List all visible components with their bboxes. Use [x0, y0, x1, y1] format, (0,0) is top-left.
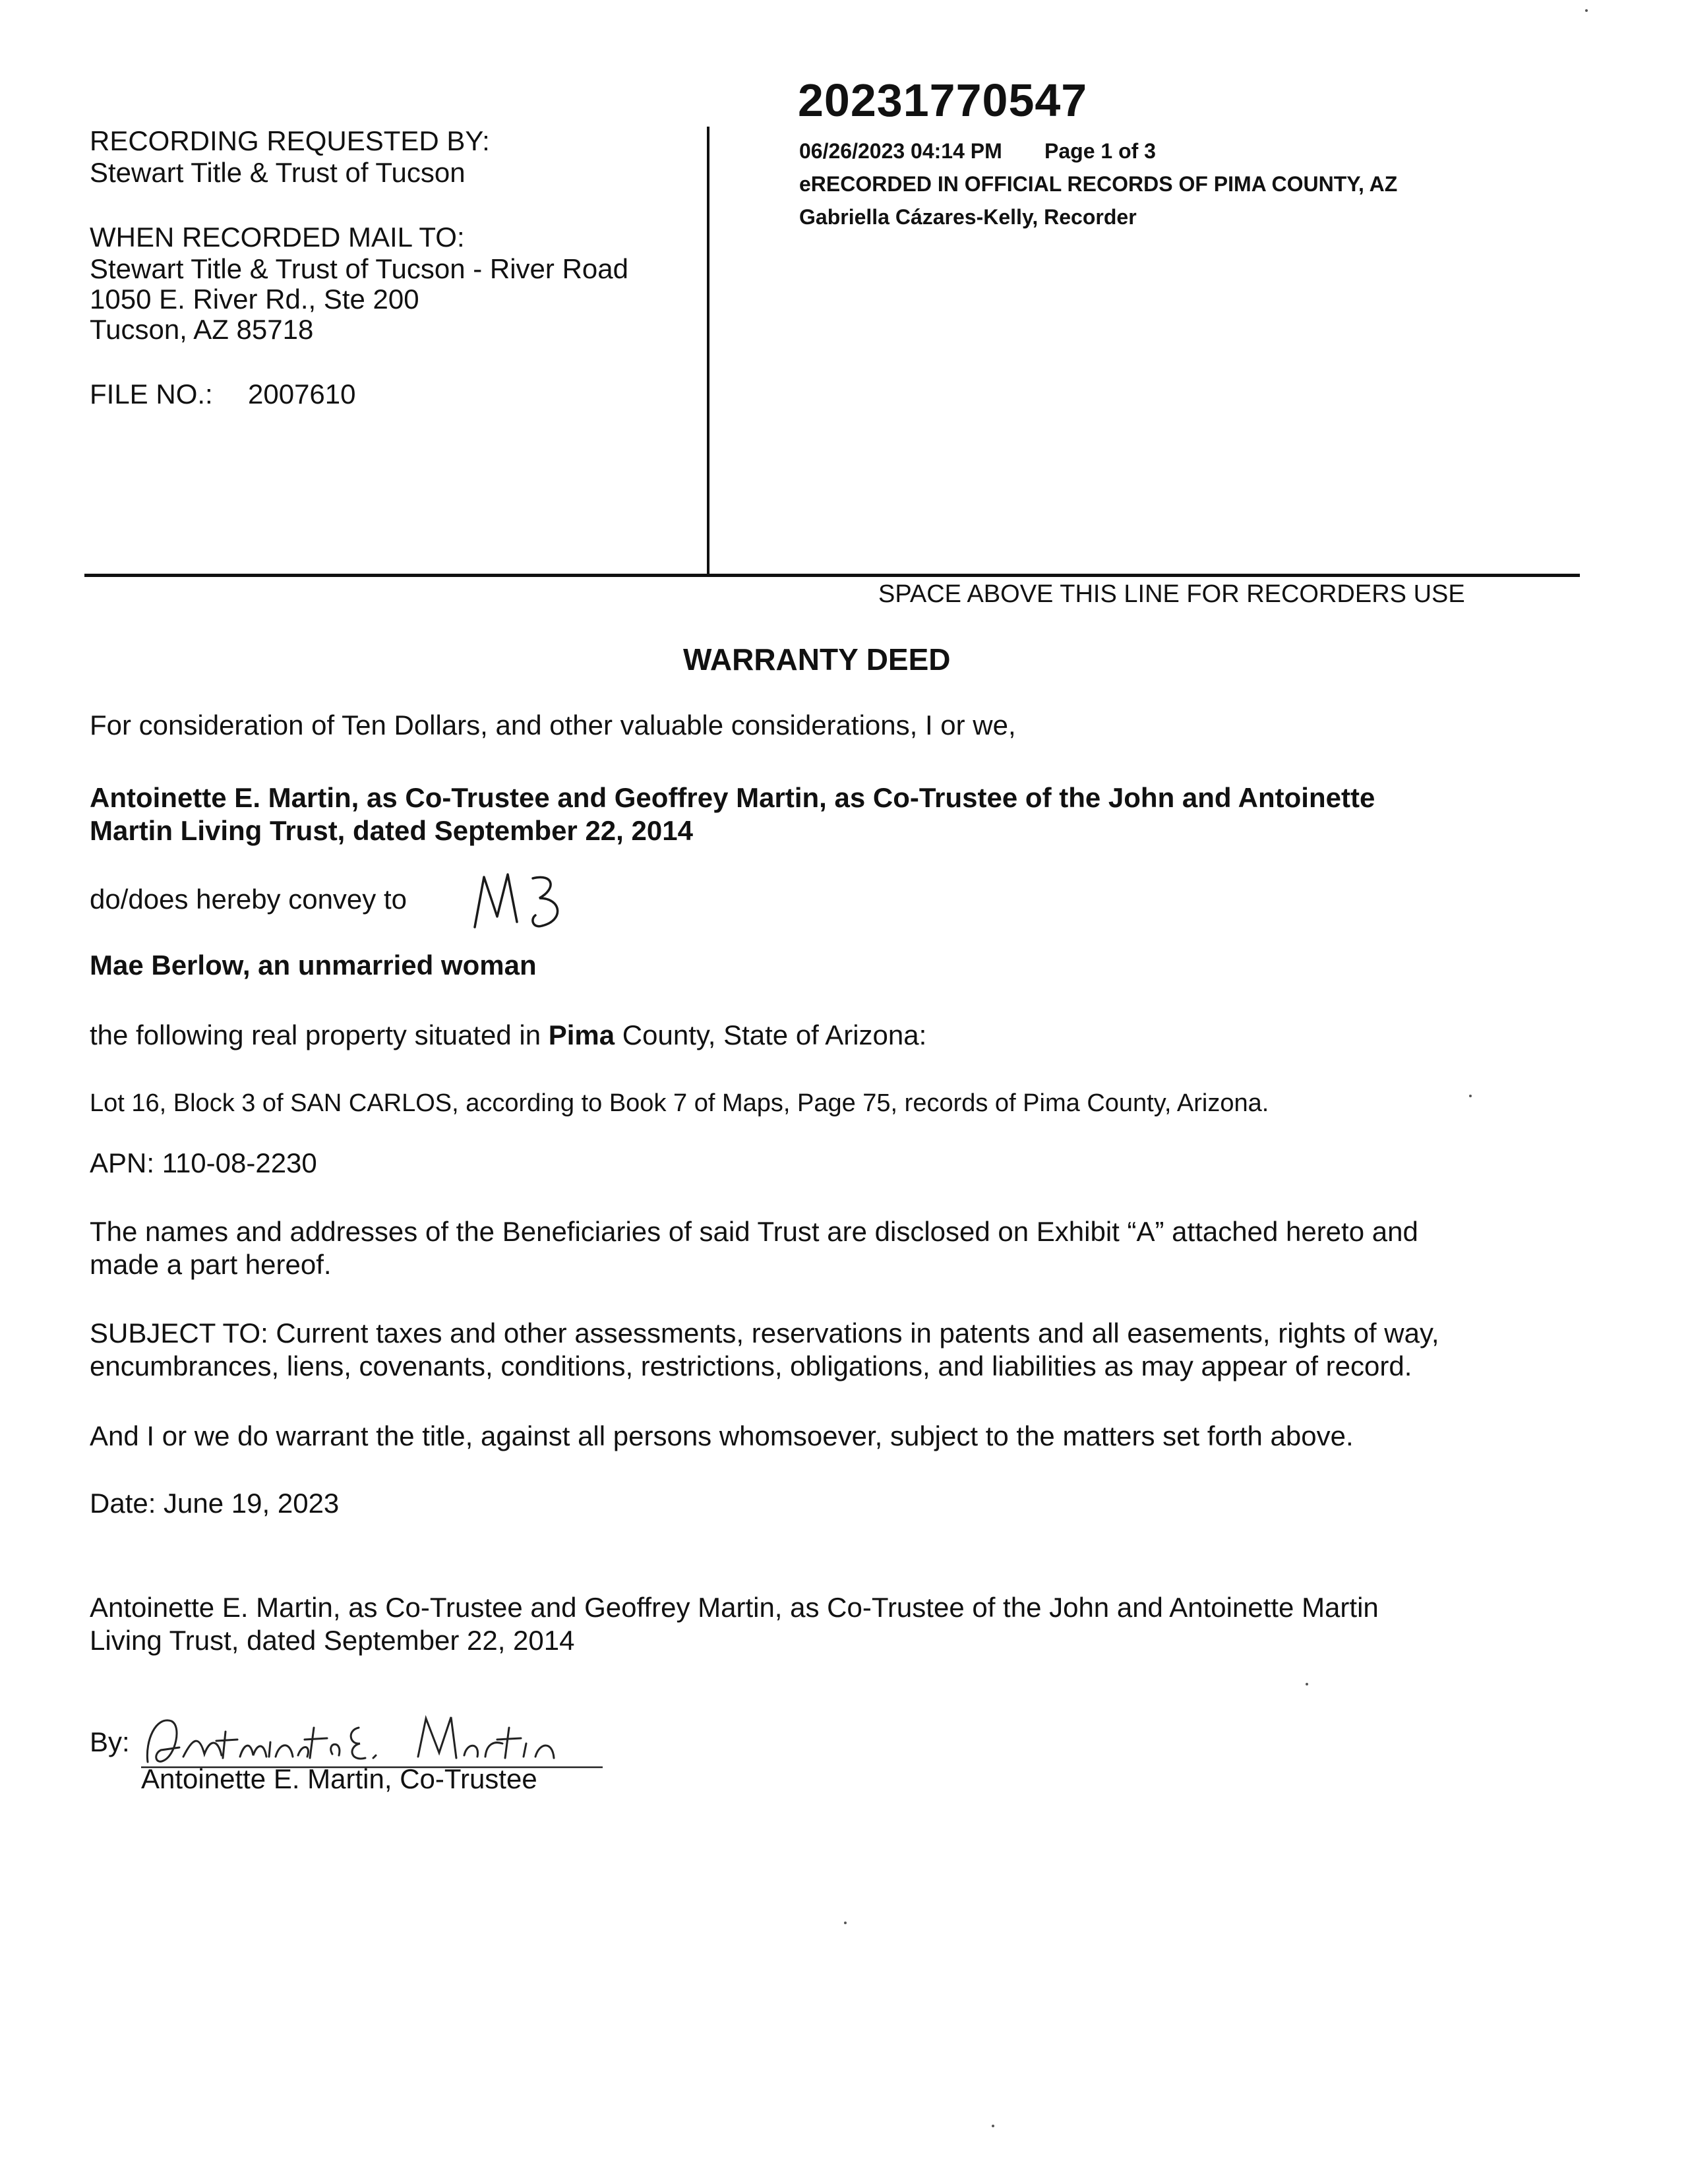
deed-title: WARRANTY DEED: [683, 642, 951, 677]
property-post: County, State of Arizona:: [615, 1019, 927, 1050]
mail-to-line1: Stewart Title & Trust of Tucson - River Road: [90, 253, 628, 284]
recording-requested-by: Stewart Title & Trust of Tucson: [90, 157, 466, 188]
apn: APN: 110-08-2230: [90, 1147, 317, 1178]
grantee: Mae Berlow, an unmarried woman: [90, 950, 537, 981]
recording-requested-label: RECORDING REQUESTED BY:: [90, 125, 490, 156]
recorder-space-line: [84, 574, 1580, 577]
scan-speck: [992, 2125, 994, 2127]
property-situated: [90, 1019, 926, 1051]
beneficiaries-line2: made a part hereof.: [90, 1249, 332, 1280]
property-pre: the following real property situated in: [90, 1019, 549, 1050]
scan-speck: [1469, 1095, 1472, 1097]
trust-line2: Living Trust, dated September 22, 2014: [90, 1625, 575, 1656]
recording-page: Page 1 of 3: [1044, 139, 1156, 163]
file-no: 2007610: [248, 379, 356, 410]
subject-to-line1: SUBJECT TO: Current taxes and other assessments, reservations in patents and all easements, rights of way,: [90, 1318, 1439, 1349]
mail-to-label: WHEN RECORDED MAIL TO:: [90, 222, 465, 253]
grantor-line2: Martin Living Trust, dated September 22, 2014: [90, 815, 693, 846]
file-no-label: FILE NO.:: [90, 379, 213, 410]
grantor-line1: Antoinette E. Martin, as Co-Trustee and Geoffrey Martin, as Co-Trustee of the John and Antoinette: [90, 782, 1375, 813]
property-county: Pima: [548, 1019, 615, 1050]
header-divider-vertical: [707, 127, 709, 576]
signer-name: Antoinette E. Martin, Co-Trustee: [141, 1763, 537, 1794]
subject-to-line2: encumbrances, liens, covenants, conditions, restrictions, obligations, and liabilities as may appear of record.: [90, 1350, 1412, 1381]
space-note: SPACE ABOVE THIS LINE FOR RECORDERS USE: [878, 580, 1465, 608]
by-label: By:: [90, 1726, 130, 1757]
beneficiaries-line1: The names and addresses of the Beneficiaries of said Trust are disclosed on Exhibit “A” attached hereto and: [90, 1216, 1418, 1247]
mail-to-line3: Tucson, AZ 85718: [90, 314, 314, 345]
deed-date: Date: June 19, 2023: [90, 1488, 340, 1519]
handwritten-initials: [469, 864, 568, 936]
trust-line1: Antoinette E. Martin, as Co-Trustee and Geoffrey Martin, as Co-Trustee of the John and Antoinette Martin: [90, 1592, 1379, 1623]
recorder-name: Gabriella Cázares-Kelly, Recorder: [799, 205, 1137, 229]
legal-description: Lot 16, Block 3 of SAN CARLOS, according to Book 7 of Maps, Page 75, records of Pima County, Arizona.: [90, 1089, 1269, 1117]
mail-to-line2: 1050 E. River Rd., Ste 200: [90, 284, 419, 315]
recording-number: 20231770547: [798, 75, 1088, 126]
scan-speck: [1585, 9, 1588, 12]
recording-official: eRECORDED IN OFFICIAL RECORDS OF PIMA COUNTY, AZ: [799, 172, 1398, 196]
recording-date-time: 06/26/2023 04:14 PM: [799, 139, 1002, 163]
consideration-text: For consideration of Ten Dollars, and other valuable considerations, I or we,: [90, 710, 1016, 741]
scan-speck: [1306, 1683, 1308, 1685]
warrant-text: And I or we do warrant the title, against all persons whomsoever, subject to the matters set forth above.: [90, 1420, 1354, 1451]
convey-text: do/does hereby convey to: [90, 884, 407, 915]
scan-speck: [844, 1922, 847, 1924]
